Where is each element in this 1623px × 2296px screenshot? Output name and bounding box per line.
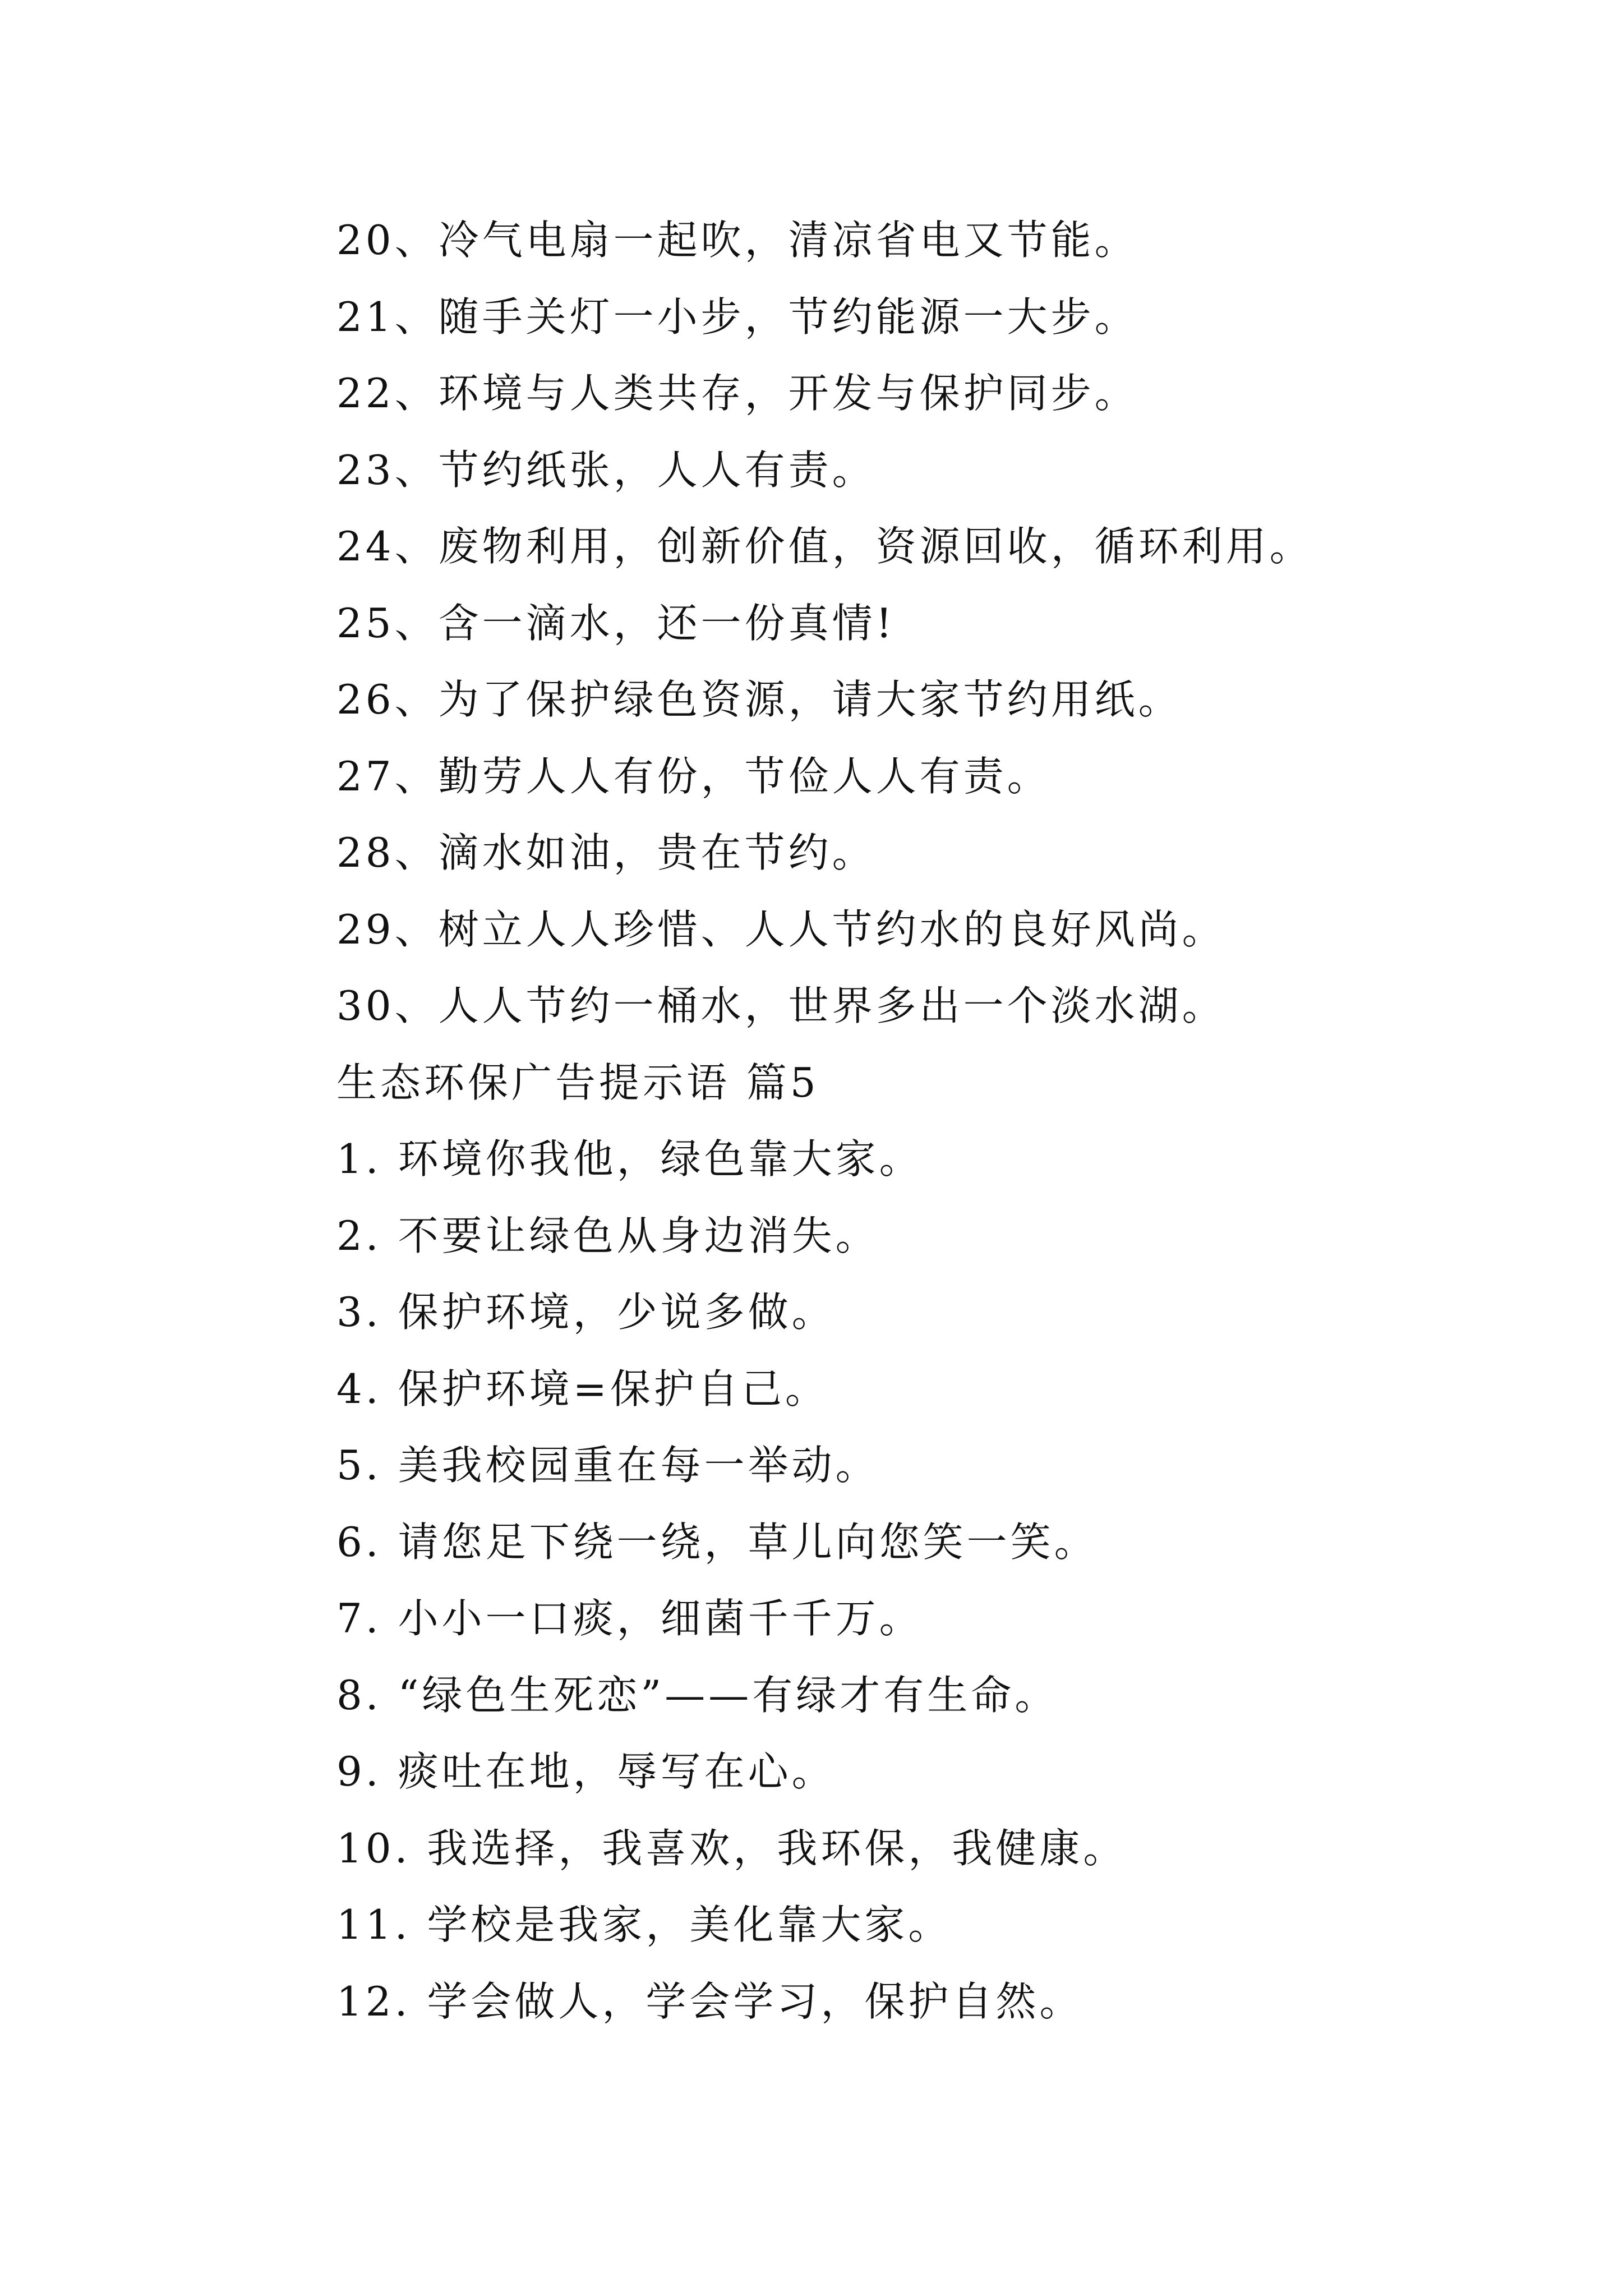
list-item: 28、滴水如油，贵在节约。 [336, 829, 876, 876]
list-item: 10. 我选择，我喜欢，我环保，我健康。 [336, 1824, 1127, 1872]
list-item: 4. 保护环境=保护自己。 [336, 1365, 829, 1412]
list-item: 29、树立人人珍惜、人人节约水的良好风尚。 [336, 905, 1226, 953]
list-item: 5. 美我校园重在每一举动。 [336, 1442, 879, 1489]
list-item: 20、冷气电扇一起吹，清凉省电又节能。 [336, 217, 1138, 264]
list-item: 2. 不要让绿色从身边消失。 [336, 1212, 879, 1259]
list-item: 9. 痰吐在地，辱写在心。 [336, 1748, 836, 1795]
list-item: 27、勤劳人人有份，节俭人人有责。 [336, 752, 1051, 800]
list-item: 11. 学校是我家，美化靠大家。 [336, 1901, 952, 1948]
list-item: 12. 学会做人，学会学习，保护自然。 [336, 1977, 1083, 2025]
list-item: 7. 小小一口痰，细菌千千万。 [336, 1595, 923, 1642]
list-item: 22、环境与人类共存，开发与保护同步。 [336, 370, 1138, 417]
list-item: 25、含一滴水，还一份真情! [336, 599, 896, 647]
document-body [336, 202, 1514, 2040]
list-item: 6. 请您足下绕一绕，草儿向您笑一笑。 [336, 1518, 1098, 1566]
list-item: 3. 保护环境，少说多做。 [336, 1289, 836, 1336]
list-item: 1. 环境你我他，绿色靠大家。 [336, 1135, 923, 1182]
list-item: 23、节约纸张，人人有责。 [336, 446, 876, 494]
list-item: 24、废物利用，创新价值，资源回收，循环利用。 [336, 523, 1313, 570]
list-item: 30、人人节约一桶水，世界多出一个淡水湖。 [336, 982, 1226, 1029]
section-heading: 生态环保广告提示语 篇5 [336, 1059, 819, 1106]
list-item: 26、为了保护绿色资源，请大家节约用纸。 [336, 676, 1182, 723]
list-item: 8. “绿色生死恋”——有绿才有生命。 [336, 1671, 1059, 1719]
list-item: 21、随手关灯一小步，节约能源一大步。 [336, 293, 1138, 341]
